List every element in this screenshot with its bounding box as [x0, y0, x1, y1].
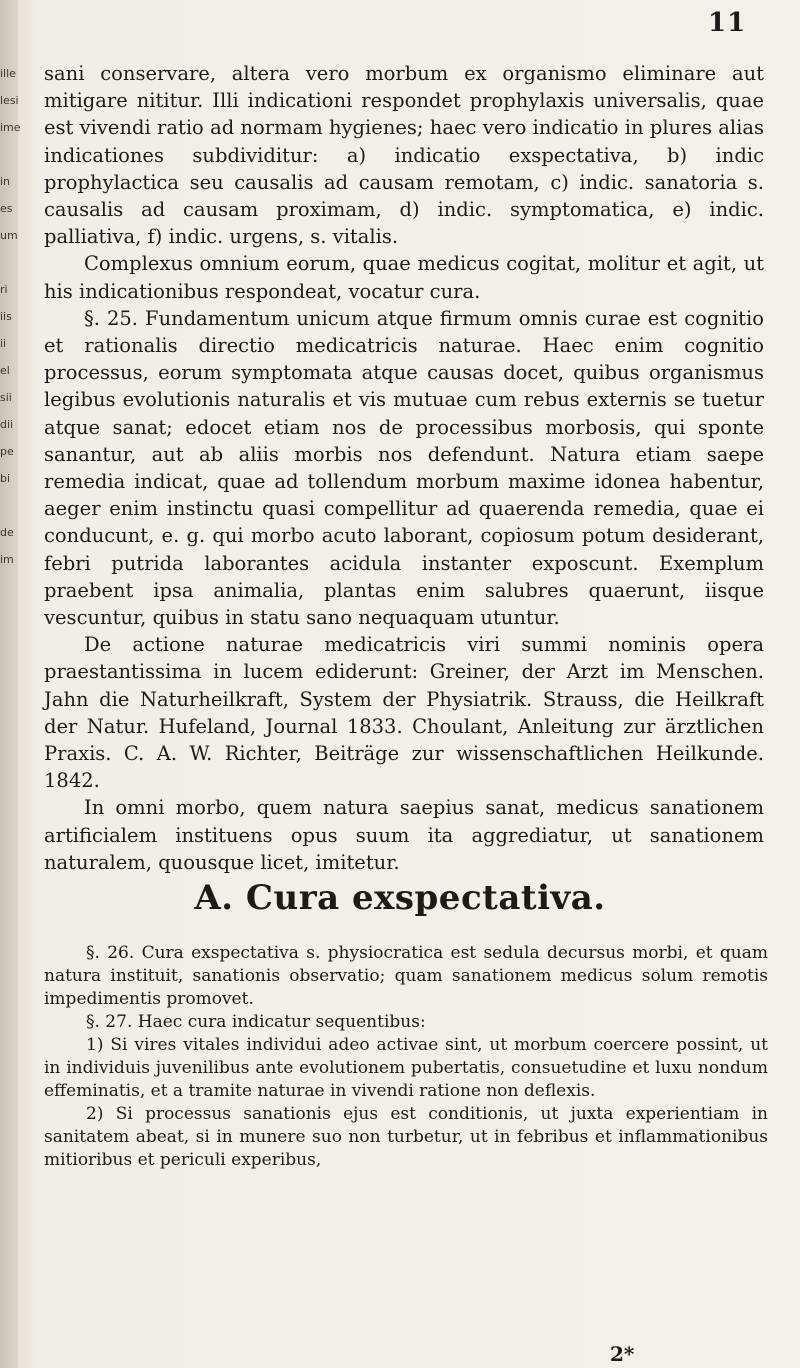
page-number: 11: [708, 8, 747, 38]
paragraph-continuation: sani conservare, altera vero morbum ex organismo eliminare aut mitigare nititur. Illi indicationi respondet prophylaxis universalis, quae est vivendi ratio ad normam hygienes; haec vero indicatio in plures alias indicationes subdividitur: a) indicatio exspectativa, b) indic prophylactica seu causalis ad causam remotam, c) indic. sanatoria s. causalis ad causam proximam, d) indic. symptomatica, e) indic. palliativa, f) indic. urgens, s. vitalis.: [44, 62, 764, 249]
margin-fragment: [0, 249, 20, 276]
margin-fragment: ii: [0, 337, 7, 350]
margin-fragment: ime: [0, 121, 21, 134]
main-text-block: [44, 60, 764, 876]
paragraph-item-2: 2) Si processus sanationis ejus est conditionis, ut juxta experientiam in sanitatem abeat, si in munere suo non turbetur, ut in febribus et inflammationibus mitioribus et periculi experibus,: [44, 1104, 768, 1170]
paragraph-item-1: 1) Si vires vitales individui adeo activae sint, ut morbum coercere possint, ut in individuis juvenilibus ante evolutionem pubertatis, consuetudine et luxu nondum effeminatis, et a tramite naturae in vivendi ratione non deflexis.: [44, 1035, 768, 1101]
margin-fragment: ille: [0, 67, 16, 80]
signature-mark: 2*: [610, 1342, 635, 1366]
margin-fragment: bi: [0, 472, 11, 485]
section-text-block: [44, 942, 768, 1172]
margin-fragment: dii: [0, 418, 14, 431]
margin-fragment: im: [0, 553, 14, 566]
margin-fragment: ri: [0, 283, 8, 296]
margin-fragment: iis: [0, 310, 12, 323]
margin-fragment: lesi: [0, 94, 19, 107]
margin-fragment: pe: [0, 445, 14, 458]
paragraph-imitation: In omni morbo, quem natura saepius sanat, medicus sanationem artificialem instituens opus suum ita aggrediatur, ut sanationem naturalem, quousque licet, imitetur.: [44, 796, 764, 874]
margin-fragment: de: [0, 526, 14, 539]
margin-fragment: um: [0, 229, 18, 242]
paragraph-references: De actione naturae medicatricis viri summi nominis opera praestantissima in lucem ediderunt: Greiner, der Arzt im Menschen. Jahn die Naturheilkraft, System der Physiatrik. Strauss, die Heilkraft der Natur. Hufeland, Journal 1833. Choulant, Anleitung zur ärztlichen Praxis. C. A. W. Richter, Beiträge zur wissenschaftlichen Heilkunde. 1842.: [44, 633, 764, 793]
margin-bleed-fragments: [0, 60, 20, 573]
margin-fragment: [0, 492, 20, 519]
paragraph-section-27: §. 27. Haec cura indicatur sequentibus:: [86, 1012, 426, 1032]
paragraph-cura-definition: Complexus omnium eorum, quae medicus cogitat, molitur et agit, ut his indicationibus respondeat, vocatur cura.: [44, 252, 764, 303]
paragraph-section-26: §. 26. Cura exspectativa s. physiocratica est sedula decursus morbi, et quam natura instituit, sanationis observatio; quam sanationem medicus solum remotis impedimentis promovet.: [44, 943, 768, 1009]
paragraph-section-25: §. 25. Fundamentum unicum atque firmum omnis curae est cognitio et rationalis directio medicatricis naturae. Haec enim cognitio processus, eorum symptomata atque causas docet, quibus organismus legibus evolutionis naturalis et vis mutuae cum rebus externis se tuetur atque sanat; edocet etiam nos de processibus morbosis, qui sponte sanantur, aut ab aliis morbis nos defendunt. Natura etiam saepe remedia indicat, quae ad tollendum morbum maxime idonea habentur, aeger enim instinctu quasi compellitur ad quaerenda remedia, quae ei conducunt, e. g. qui morbo acuto laborant, copiosum potum desiderant, febri putrida laborantes acidula instanter exposcunt. Exemplum praebent ipsa animalia, plantas enim salubres quaerunt, iisque vescuntur, quibus in statu sano nequaquam utuntur.: [44, 306, 764, 630]
margin-fragment: [0, 141, 20, 168]
margin-fragment: el: [0, 364, 10, 377]
section-heading: A. Cura exspectativa.: [194, 878, 606, 918]
margin-fragment: es: [0, 202, 13, 215]
margin-fragment: in: [0, 175, 11, 188]
margin-fragment: sii: [0, 391, 12, 404]
